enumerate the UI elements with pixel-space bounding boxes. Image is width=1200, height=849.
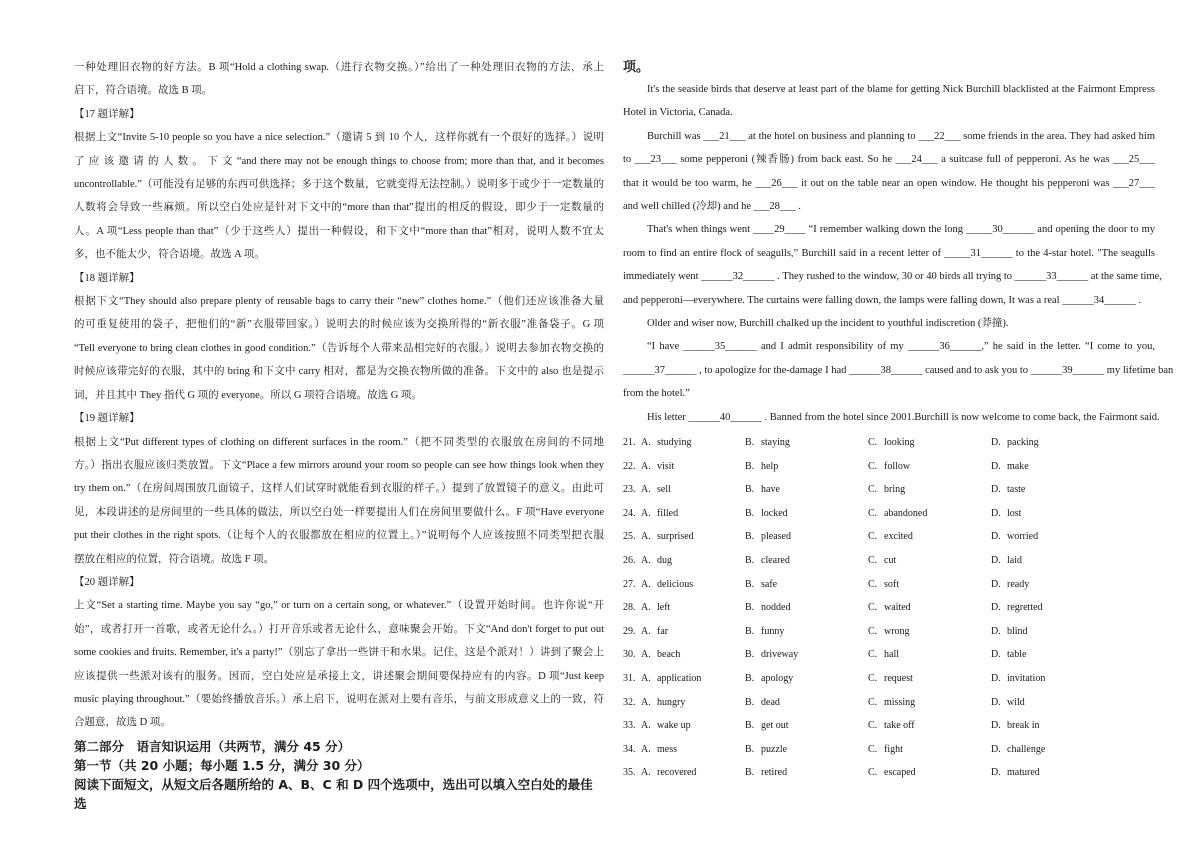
option-c: fight xyxy=(884,743,903,755)
section-heading-line: 第一节（共 20 小题；每小题 1.5 分，满分 30 分） xyxy=(74,757,370,773)
option-row xyxy=(623,431,1155,455)
question-number: 26. xyxy=(623,555,636,567)
option-c: waited xyxy=(884,602,911,614)
option-letter-a: A. xyxy=(641,437,651,449)
passage-line: It's the seaside birds that deserve at least part of the blame for getting Nick Burchill blacklisted at the Fairmont Empress xyxy=(647,84,1155,95)
option-letter-b: B. xyxy=(745,555,755,567)
option-letter-d: D. xyxy=(991,696,1001,708)
option-c: cut xyxy=(884,555,897,567)
option-d: taste xyxy=(1007,484,1026,496)
option-letter-c: C. xyxy=(868,531,878,543)
explanation-line: 合题意，故选 D 项。 xyxy=(74,717,171,729)
question-number: 23. xyxy=(623,484,636,496)
option-letter-d: D. xyxy=(991,602,1001,614)
question-number: 30. xyxy=(623,649,636,661)
option-letter-a: A. xyxy=(641,531,651,543)
option-letter-c: C. xyxy=(868,696,878,708)
explanation-line: 词，并且其中 They 指代 G 项的 everyone。所以 G 项符合语境。故选 G 项。 xyxy=(74,389,422,401)
cloze-passage xyxy=(623,78,1174,429)
option-letter-d: D. xyxy=(991,649,1001,661)
option-b: nodded xyxy=(761,602,791,614)
passage-line: Burchill was ___21___ at the hotel on business and planning to ___22___ some friends in the area. They had asked him xyxy=(647,130,1155,142)
explanation-line: 人。A 项“Less people than that”（少于这些人）提出一种假设，和下文中“more than that”相对，说明人数不宜太 xyxy=(74,225,604,237)
option-letter-d: D. xyxy=(991,720,1001,732)
option-c: follow xyxy=(884,460,911,472)
option-d: wild xyxy=(1007,696,1025,708)
question-number: 24. xyxy=(623,507,636,519)
right-column xyxy=(623,56,1174,785)
section-heading-line: 阅读下面短文，从短文后各题所给的 A、B、C 和 D 四个选项中，选出可以填入空白处的最佳选 xyxy=(74,776,593,811)
option-letter-d: D. xyxy=(991,578,1001,590)
option-b: locked xyxy=(761,507,788,519)
question-number: 33. xyxy=(623,720,636,732)
option-a: mess xyxy=(657,743,677,755)
passage-line: from the hotel.” xyxy=(623,388,690,400)
question-number: 22. xyxy=(623,460,636,472)
option-row xyxy=(623,549,1155,573)
option-letter-a: A. xyxy=(641,507,651,519)
answer-options xyxy=(623,431,1155,785)
option-letter-a: A. xyxy=(641,625,651,637)
explanation-line: 根据上文“Put different types of clothing on different surfaces in the room.”（把不同类型的衣服放在房间的不同地 xyxy=(74,436,604,448)
option-row xyxy=(623,620,1155,644)
option-row xyxy=(623,573,1155,597)
option-d: challenge xyxy=(1007,743,1046,755)
option-a: application xyxy=(657,673,702,685)
option-row xyxy=(623,691,1155,715)
option-row xyxy=(623,596,1155,620)
option-letter-a: A. xyxy=(641,696,651,708)
explanation-line: 一种处理旧衣物的好方法。B 项“Hold a clothing swap.（进行衣物交换。）”给出了一种处理旧衣物的方法，承上 xyxy=(74,62,604,73)
option-letter-c: C. xyxy=(868,484,878,496)
option-letter-b: B. xyxy=(745,531,755,543)
passage-line: “I have ______35______ and I admit responsibility of my ______36______,” he said in the letter. “I come to you, xyxy=(647,341,1155,353)
question-number: 28. xyxy=(623,602,636,614)
option-b: apology xyxy=(761,673,794,685)
option-letter-b: B. xyxy=(745,602,755,614)
option-c: request xyxy=(884,673,913,685)
question-number: 34. xyxy=(623,743,636,755)
option-a: visit xyxy=(657,460,675,472)
option-row xyxy=(623,455,1155,479)
explanation-text xyxy=(74,56,604,735)
option-letter-c: C. xyxy=(868,743,878,755)
option-c: abandoned xyxy=(884,507,928,519)
option-b: retired xyxy=(761,767,788,779)
option-b: staying xyxy=(761,437,790,449)
left-column xyxy=(74,56,604,813)
passage-line: Older and wiser now, Burchill chalked up the incident to youthful indiscretion (莽撞). xyxy=(647,318,1009,330)
option-a: dug xyxy=(657,555,672,567)
option-letter-c: C. xyxy=(868,767,878,779)
option-letter-c: C. xyxy=(868,602,878,614)
explanation-line: music playing throughout.”（要始终播放音乐。）承上启下，说明在派对上要有音乐，与前文形成意义上的一致，符 xyxy=(74,693,604,705)
option-letter-b: B. xyxy=(745,649,755,661)
passage-line: immediately went ______32______ . They rushed to the window, 30 or 40 birds all trying to ______33______ at the same time, xyxy=(623,271,1162,283)
passage-line: That's when things went ____29____ “I remember walking down the long _____30______ and opening the door to my xyxy=(647,224,1155,236)
option-d: break in xyxy=(1007,720,1040,732)
passage-line: that it would be too warm, he ___26___ it out on the table near an open window. He thought his pepperoni was ___27___ xyxy=(623,177,1155,189)
option-letter-b: B. xyxy=(745,625,755,637)
option-letter-a: A. xyxy=(641,578,651,590)
option-letter-d: D. xyxy=(991,531,1001,543)
option-letter-b: B. xyxy=(745,437,755,449)
option-letter-d: D. xyxy=(991,460,1001,472)
option-b: dead xyxy=(761,696,780,708)
explanation-line: 应该提供一些派对该有的服务。因而，空白处应是承接上文，讲述聚会期间要保持应有的内容。D 项“Just keep xyxy=(74,670,604,682)
option-letter-d: D. xyxy=(991,437,1001,449)
explanation-line: 根据上文“Invite 5-10 people so you have a nice selection.”（邀请 5 到 10 个人，这样你就有一个很好的选择。）说明 xyxy=(74,132,604,144)
explanation-line: 方。）指出衣服应该归类放置。下文“Place a few mirrors around your room so people can see how things look when they xyxy=(74,459,604,471)
option-row xyxy=(623,643,1155,667)
option-d: laid xyxy=(1007,555,1022,567)
explanation-line: 上文“Set a starting time. Maybe you say “go,” or turn on a certain song, or whatever.”（设置开始时间。也许你说“开 xyxy=(74,600,604,612)
option-row xyxy=(623,502,1155,526)
option-letter-d: D. xyxy=(991,743,1001,755)
option-b: cleared xyxy=(761,555,790,567)
option-a: recovered xyxy=(657,767,697,779)
option-b: driveway xyxy=(761,649,799,661)
question-number: 21. xyxy=(623,437,636,449)
passage-line: His letter ______40______ . Banned from the hotel since 2001.Burchill is now welcome to come back, the Fairmont said. xyxy=(647,411,1160,423)
option-c: bring xyxy=(884,484,906,496)
option-a: wake up xyxy=(657,720,691,732)
option-c: looking xyxy=(884,437,915,449)
option-letter-a: A. xyxy=(641,767,651,779)
option-a: filled xyxy=(657,507,679,519)
explanation-line: 【18 题详解】 xyxy=(74,272,140,284)
option-letter-a: A. xyxy=(641,720,651,732)
option-letter-c: C. xyxy=(868,673,878,685)
option-c: excited xyxy=(884,531,913,543)
option-letter-c: C. xyxy=(868,507,878,519)
option-a: studying xyxy=(657,437,692,449)
option-letter-c: C. xyxy=(868,578,878,590)
option-d: packing xyxy=(1007,437,1039,449)
option-letter-b: B. xyxy=(745,720,755,732)
option-letter-a: A. xyxy=(641,673,651,685)
option-row xyxy=(623,738,1155,762)
option-letter-d: D. xyxy=(991,673,1001,685)
option-letter-b: B. xyxy=(745,673,755,685)
option-c: hall xyxy=(884,649,899,661)
option-letter-c: C. xyxy=(868,720,878,732)
option-letter-b: B. xyxy=(745,507,755,519)
option-d: invitation xyxy=(1007,673,1046,685)
option-letter-b: B. xyxy=(745,460,755,472)
option-letter-c: C. xyxy=(868,437,878,449)
option-a: surprised xyxy=(657,531,694,543)
option-a: beach xyxy=(657,649,681,661)
option-letter-c: C. xyxy=(868,460,878,472)
option-b: puzzle xyxy=(761,743,788,755)
question-number: 31. xyxy=(623,673,636,685)
option-letter-b: B. xyxy=(745,767,755,779)
continuation-heading: 项。 xyxy=(623,59,650,74)
explanation-line: 的可重复使用的袋子，把他们的“新”衣服带回家。）说明去的时候应该为交换所得的“新衣服”准备袋子。G 项 xyxy=(74,319,604,331)
explanation-line: 摆放在相应的位置，符合语境。故选 F 项。 xyxy=(74,553,275,565)
explanation-line: 时候应该带完好的衣服，其中的 bring 和下文中 carry 相对，都是为交换衣物所做的准备。下文中的 also 也是提示 xyxy=(74,366,604,378)
option-letter-d: D. xyxy=(991,484,1001,496)
option-c: take off xyxy=(884,720,915,732)
option-b: have xyxy=(761,484,780,496)
option-letter-a: A. xyxy=(641,743,651,755)
option-letter-d: D. xyxy=(991,625,1001,637)
question-number: 25. xyxy=(623,531,636,543)
option-b: funny xyxy=(761,625,785,637)
explanation-line: 【20 题详解】 xyxy=(74,576,140,588)
passage-line: ______37______ , to apologize for the-damage I had ______38______ caused and to ask you to ______39______ my lifetime ban xyxy=(623,364,1174,376)
option-b: pleased xyxy=(761,531,791,543)
explanation-line: some cookies and fruits. Remember, it's a party!”（别忘了拿出一些饼干和水果。记住，这是个派对！）讲到了聚会上 xyxy=(74,647,604,659)
option-d: lost xyxy=(1007,507,1022,519)
option-letter-d: D. xyxy=(991,767,1001,779)
section-heading-line: 第二部分 语言知识运用（共两节，满分 45 分） xyxy=(74,738,351,754)
passage-line: room to find an entire flock of seagulls,” Burchill said in a recent letter of _____31______ to the 4-star hotel. "The seagulls xyxy=(623,247,1155,259)
option-c: missing xyxy=(884,696,916,708)
option-letter-b: B. xyxy=(745,743,755,755)
explanation-line: uncontrollable.”（可能没有足够的东西可供选择；多于这个数量，它就变得无法控制。）说明多于或少于一定数量的 xyxy=(74,179,604,191)
option-a: hungry xyxy=(657,696,686,708)
option-letter-a: A. xyxy=(641,484,651,496)
passage-line: and well chilled (冷却) and he ___28___ . xyxy=(623,201,801,213)
explanation-line: 【17 题详解】 xyxy=(74,108,140,120)
question-number: 27. xyxy=(623,578,636,590)
explanation-line: 始”，或者打开一首歌，或者无论什么。）打开音乐或者无论什么，意味聚会开始。下文“And don't forget to put out xyxy=(74,623,604,635)
option-c: soft xyxy=(884,578,899,590)
option-d: blind xyxy=(1007,625,1028,637)
option-d: make xyxy=(1007,460,1029,472)
question-number: 29. xyxy=(623,625,636,637)
explanation-line: 启下，符合语境。故选 B 项。 xyxy=(74,85,213,97)
option-letter-b: B. xyxy=(745,578,755,590)
option-row xyxy=(623,714,1155,738)
option-letter-a: A. xyxy=(641,460,651,472)
question-number: 32. xyxy=(623,696,636,708)
option-row xyxy=(623,761,1155,785)
option-letter-c: C. xyxy=(868,555,878,567)
explanation-line: try them on.”（在房间周围放几面镜子，这样人们试穿时就能看到衣服的样子。）提到了放置镜子的意义。由此可 xyxy=(74,483,604,495)
option-letter-c: C. xyxy=(868,625,878,637)
option-a: sell xyxy=(657,484,671,496)
explanation-line: 多，也不能太少，符合语境。故选 A 项。 xyxy=(74,249,265,261)
explanation-line: 人数将会导致一些麻烦。所以空白处应是针对下文中的“more than that”提出的相反的假设，即少于一定数量的 xyxy=(74,202,604,214)
option-letter-a: A. xyxy=(641,555,651,567)
option-letter-a: A. xyxy=(641,649,651,661)
explanation-line: put their clothes in the right spots.（让每个人的衣服都放在相应的位置上。）”说明每个人应该按照不同类型把衣服 xyxy=(74,530,604,542)
option-letter-b: B. xyxy=(745,484,755,496)
question-number: 35. xyxy=(623,767,636,779)
explanation-line: 【19 题详解】 xyxy=(74,413,140,425)
option-d: regretted xyxy=(1007,602,1043,614)
option-c: escaped xyxy=(884,767,916,779)
option-letter-a: A. xyxy=(641,602,651,614)
option-row xyxy=(623,667,1155,691)
option-c: wrong xyxy=(884,625,910,637)
option-d: table xyxy=(1007,649,1027,661)
option-row xyxy=(623,478,1155,502)
option-d: matured xyxy=(1007,767,1040,779)
option-b: get out xyxy=(761,720,789,732)
explanation-line: 根据下文“They should also prepare plenty of reusable bags to carry their “new” clothes home.”（他们还应该准备大量 xyxy=(74,296,604,308)
option-a: far xyxy=(657,625,669,637)
explanation-line: 见，本段讲述的是房间里的一些具体的做法，所以空白处一样要提出人们在房间里要做什么。F 项“Have everyone xyxy=(74,506,604,518)
option-d: ready xyxy=(1007,578,1030,590)
option-letter-d: D. xyxy=(991,555,1001,567)
option-d: worried xyxy=(1007,531,1039,543)
option-letter-c: C. xyxy=(868,649,878,661)
section-heading xyxy=(74,737,604,813)
passage-line: and pepperoni—everywhere. The curtains were falling down, the lamps were falling down, It was a real ______34______ . xyxy=(623,294,1141,306)
option-b: safe xyxy=(761,578,778,590)
option-a: left xyxy=(657,602,671,614)
option-letter-b: B. xyxy=(745,696,755,708)
explanation-line: 了 应 该 邀 请 的 人 数 。 下 文 “and there may not be enough things to choose from; more than that, and it becomes xyxy=(74,155,604,167)
option-row xyxy=(623,525,1155,549)
explanation-line: “Tell everyone to bring clean clothes in good condition.”（告诉每个人带来品相完好的衣服。）说明去参加衣物交换的 xyxy=(74,342,604,354)
option-b: help xyxy=(761,460,779,472)
option-letter-d: D. xyxy=(991,507,1001,519)
passage-line: to ___23___ some pepperoni (辣香肠) from back east. So he ___24___ a suitcase full of pepperoni. As he was ___25___ xyxy=(623,154,1155,166)
option-a: delicious xyxy=(657,578,694,590)
passage-line: Hotel in Victoria, Canada. xyxy=(623,107,733,119)
